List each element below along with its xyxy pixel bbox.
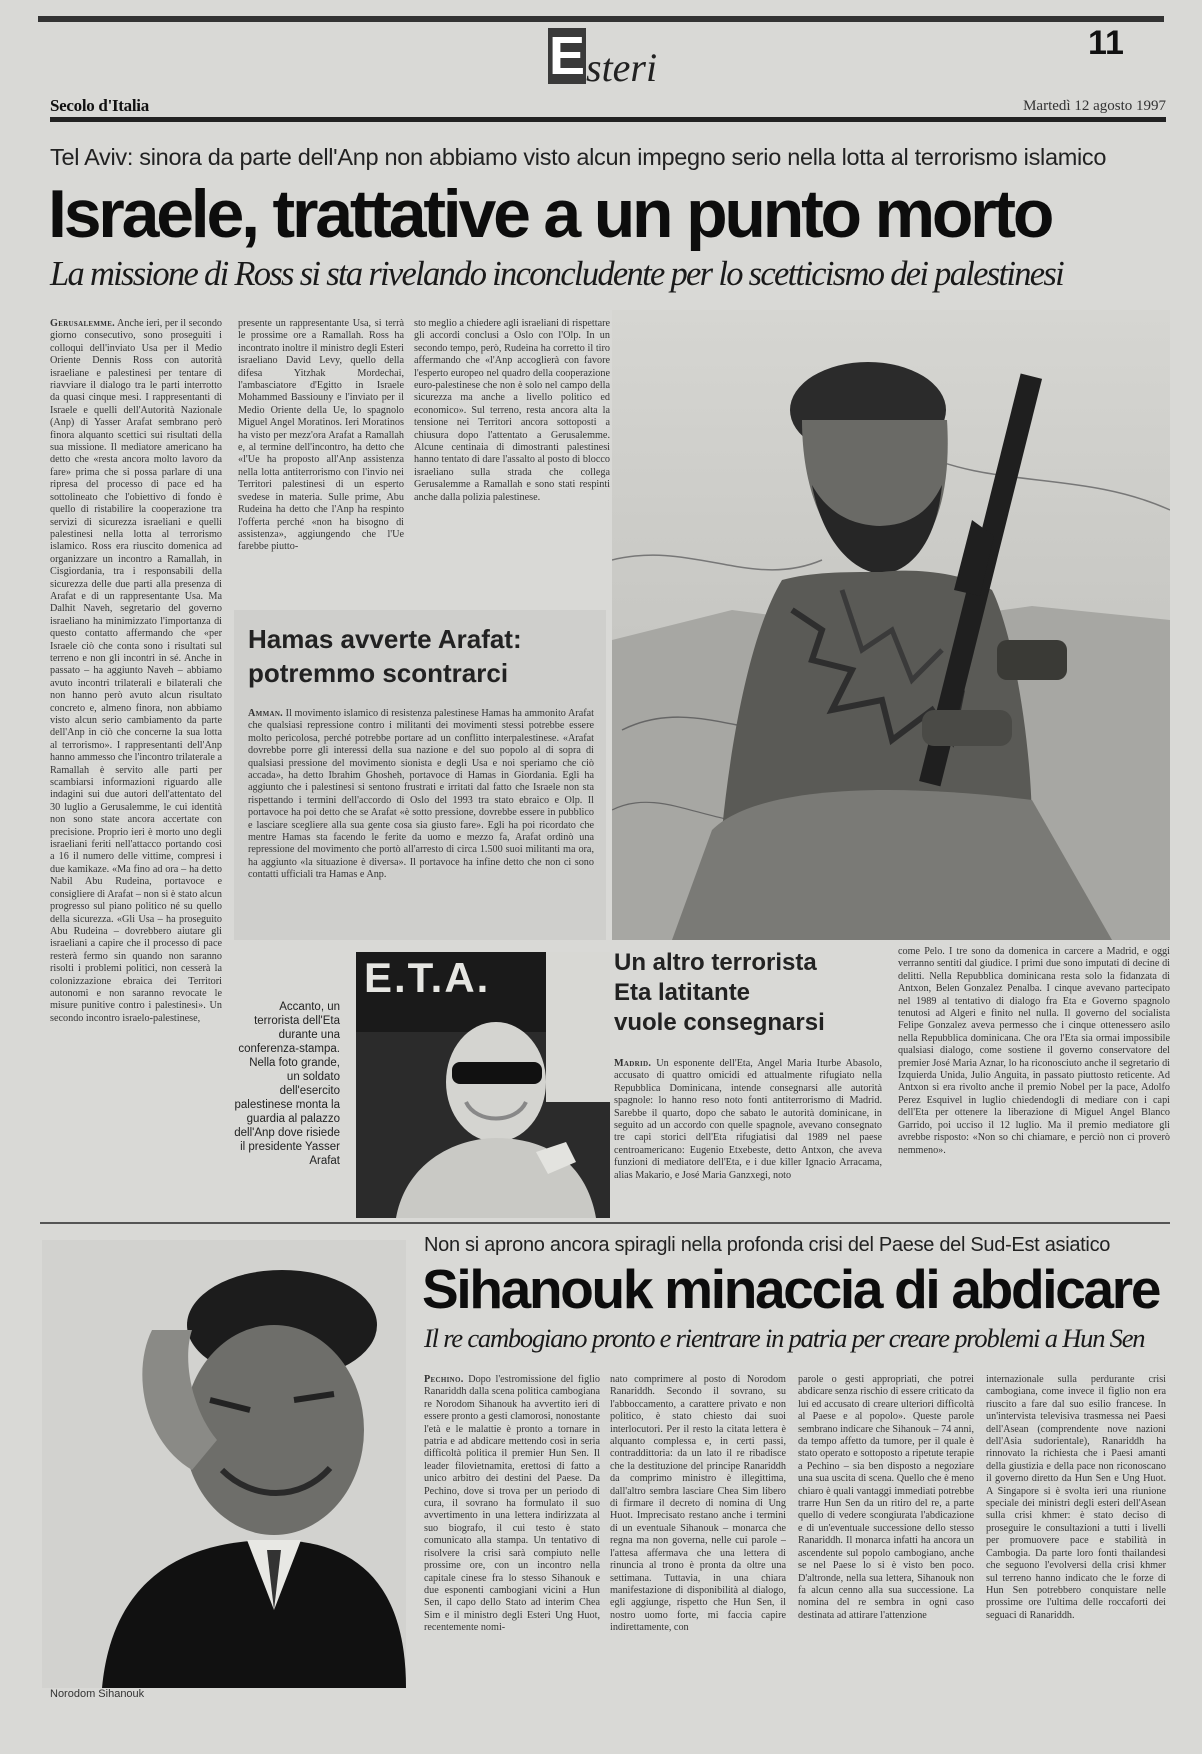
article2-kicker: Non si aprono ancora spiragli nella profonda crisi del Paese del Sud-Est asiatico: [424, 1234, 1111, 1256]
article2-column-3: [798, 1374, 974, 1706]
section-name: steri: [586, 45, 658, 90]
eta-banner-text: E.T.A.: [364, 954, 491, 1001]
soldier-photo-graphic: [612, 310, 1170, 940]
eta-photo-caption: Accanto, un terrorista dell'Eta durante una conferenza-stampa. Nella foto grande, un soldato dell'esercito palestinese monta la guardia al palazzo dell'Anp dove risiede il presidente Yasser Arafat: [234, 1001, 340, 1167]
sihanouk-photo: [42, 1240, 406, 1688]
article2-col4-text: internazionale sulla perdurante crisi cambogiana, come invece il figlio non era riuscito a fare dal suo esilio francese. In un'intervista televisiva trasmessa nei Paesi dell'Asean (comprendente nove nazioni dell'Asia sudorientale), Ranariddh ha rinnovato la richiesta che i Paesi amanti della giustizia e della pace non riconoscano il governo diretto da Hun Sen e Ung Huot. A Singapore si è svolta ieri una riunione speciale dei ministri degli esteri dell'Asean sulla crisi khmer: è stato deciso di proseguire le consultazioni a tutti i livelli per promuovere pace e stabilità in Cambogia. Da parte loro fonti thailandesi che seguono l'evolversi della crisi khmer sul terreno hanno indicato che le forze di Hun Sen potrebbero conquistare nelle prossime ore l'ultima delle roccaforti dei seguaci di Ranariddh.: [986, 1374, 1166, 1621]
article1-headline: Israele, trattative a un punto morto: [48, 176, 1052, 252]
eta-dateline: Madrid.: [614, 1058, 652, 1069]
hamas-box: [234, 610, 606, 940]
publication-name: Secolo d'Italia: [50, 96, 149, 115]
article2-column-1: [424, 1374, 600, 1706]
article1-column-1: [50, 318, 222, 1208]
article1-kicker: Tel Aviv: sinora da parte dell'Anp non abbiamo visto alcun impegno serio nella lotta al terrorismo islamico: [50, 144, 1107, 170]
article2-column-2: [610, 1374, 786, 1706]
hamas-dateline: Amman.: [248, 708, 284, 719]
soldier-photo: [612, 310, 1170, 940]
eta-column-2: [898, 946, 1170, 1206]
article1-subhead: La missione di Ross si sta rivelando inconcludente per lo scetticismo dei palestinesi: [50, 255, 1064, 293]
article1-col2-text: presente un rappresentante Usa, si terrà le prossime ore a Ramallah. Ross ha incontrato inoltre il ministro degli Esteri israeliano David Levy, quello della difesa Yitzhak Mordechai, l'ambasciatore d'Egitto in Israele Mohammed Bassiouny e l'inviato per il Medio Oriente della Ue, lo spagnolo Miguel Angel Moratinos. Ieri Moratinos ha visto per mezz'ora Arafat a Ramallah e, al termine dell'incontro, ha detto che «l'Ue ha proposto all'Anp assistenza nella lotta antiterrorismo con l'invio nei Territori palestinesi di un esperto svedese in materia. Sulle prime, Abu Rudeina ha detto che l'Anp ha respinto l'offerta perché «non ha bisogno di assistenza», aggiungendo che l'Ue farebbe piutto-: [238, 318, 404, 553]
eta-headline-line2: Eta latitante: [614, 979, 751, 1006]
eta-headline-line1: Un altro terrorista: [614, 949, 817, 976]
eta-col1-text: Un esponente dell'Eta, Angel Maria Iturbe Abasolo, accusato di quattro omicidi ed attualmente rifugiato nella Repubblica Dominicana, intende consegnarsi alle autorità spagnole: lo hanno reso noto fonti antiterrorismo di Madrid. Sarebbe il quarto, dopo che sabato le autorità dominicane, in seguito ad un accordo con quelle spagnole, avevano consegnato tre capi storici dell'Eta rifugiatisi dal 1989 nel paese centroamericano: Eugenio Etxebeste, detto Antxon, che aveva funzioni di mediatore dell'Eta, e i due killer Ignacio Arracama, alias Makario, e José Maria Ganzxegi, noto: [614, 1058, 882, 1181]
hamas-body-text: Il movimento islamico di resistenza palestinese Hamas ha ammonito Arafat che qualsiasi repressione contro i militanti dei movimenti stessi potrebbe essere molto pericolosa, perché potrebbe portare ad un conflitto interpalestinese. «Arafat dovrebbe porre gli interessi della sua nazione e del suo popolo al di sopra di qualsiasi pressione del movimento sionista e degli Usa e noi speriamo che ciò accada», ha detto Ibrahim Ghosheh, portavoce di Hamas in Giordania. Egli ha aggiunto che i palestinesi si sentono frustrati e irritati dal fatto che Israele non sta rispettando i termini dell'accordo di Oslo del 1993 tra stato ebraico e Olp. Il portavoce ha poi detto che se Arafat «è sotto pressione, dovrebbe essere in pubblico e lasciare scegliere alla sua gente cosa sia giusto fare». Egli ha poi ricordato che mentre Hamas sta facendo le ferite da uomo e mezzo fa, Arafat ordinò una repressione del movimento che portò all'arresto di circa 1.500 suoi militanti ma ora, ha aggiunto «la situazione è diversa». Il portavoce ha infine detto che non ci sono contatti ufficiali tra Hamas e Anp.: [248, 708, 594, 881]
article1-dateline: Gerusalemme.: [50, 318, 116, 329]
section-divider: [40, 1222, 1170, 1224]
masthead-rule: [50, 117, 1166, 122]
eta-headline-line3: vuole consegnarsi: [614, 1009, 825, 1036]
hamas-body: [248, 708, 594, 930]
hamas-headline-line2: potremmo scontrarci: [248, 658, 509, 688]
article1-column-3: [414, 318, 610, 583]
article1-col3-text: sto meglio a chiedere agli israeliani di rispettare gli accordi conclusi a Oslo con l'Olp. In un secondo tempo, però, Rudeina ha corretto il tiro affermando che «l'Anp accoglierà con favore l'esperto europeo nel quadro della cooperazione euro-palestinese che non è solo nel campo della sicurezza ma anche a livello politico ed economico». Sul terreno, resta ancora alta la tensione nei Territori ancora sottoposti a chiusura dopo l'attentato a Gerusalemme. Alcune centinaia di dimostranti palestinesi hanno tentato di dare l'assalto al posto di blocco israeliano sulla strada che collega Gerusalemme a Ramallah e sono stati respinti anche dalla polizia palestinese.: [414, 318, 610, 503]
article1-col1-text: Anche ieri, per il secondo giorno consecutivo, sono proseguiti i colloqui dell'inviato Usa per il Medio Oriente Dennis Ross con autorità israeliane e palestinesi per tentare di riavviare il dialogo tra le parti interrotto da quasi cinque mesi. I rappresentanti di Israele e quelli dell'Autorità Nazionale (Anp) di Yasser Arafat sembrano però finora alquanto scettici sui risultati della sua missione. Il mediatore americano ha detto che «resta ancora molto lavoro da fare» prima che si possa parlare di una ripresa del processo di pace ed ha sottolineato che l'obiettivo di fondo è quello di ristabilire la cooperazione tra servizi di sicurezza israeliani e quelli palestinesi nella lotta al terrorismo islamico. Ross era riuscito domenica ad organizzare un incontro a Ramallah, in Cisgiordania, tra i responsabili della sicurezza delle due parti alla presenza di Arafat e di un rappresentante Usa. Ma Dalhit Naveh, segretario del governo israeliano ha minimizzato l'importanza di questo contatto affermando che «per Israele ciò che conta sono i risultati sul terreno e non gli incontri in sé. Anche in passato – ha aggiunto Naveh – abbiamo avuto incontri trilaterali e bilaterali che non hanno però avuto alcun risultato concreto e, almeno finora, non abbiamo visto alcun serio cambiamento da parte dell'Anp in ciò che concerne la sua lotta al terrorismo». I rappresentanti dell'Anp hanno ammesso che l'incontro trilaterale a Ramallah è servito alle parti per scambiarsi informazioni riguardo alle indagini sui due autori dell'attentato del 30 luglio a Gerusalemme, le cui identità non sono state ancora accertate con precisione. Proprio ieri è morto uno degli israeliani feriti nell'attacco portando così a 16 il numero delle vittime, compresi i due kamikaze. «Ma fino ad ora – ha detto Nabil Abu Rudeina, portavoce e consigliere di Arafat – non si è stato alcun progresso sul piano politico né su quello della sicurezza. «Gli Usa – ha proseguito Abu Rudeina – dovrebbero aiutare gli israeliani a capire che il processo di pace resterà fermo sin quando non saranno risolti i problemi politici, non cesserà la colonizzazione ebraica dei Territori autonomi e non saranno revocate le misure punitive contro i palestinesi». Un secondo incontro israelo-palestinese,: [50, 318, 222, 1024]
eta-column-1: [614, 1058, 882, 1206]
section-title: [548, 28, 848, 92]
article2-subhead: Il re cambogiano pronto e rientrare in patria per creare problemi a Hun Sen: [424, 1323, 1145, 1353]
section-initial: E: [548, 26, 586, 86]
issue-date: Martedì 12 agosto 1997: [1023, 98, 1166, 114]
page-number: 11: [1088, 24, 1124, 62]
top-rule: [38, 16, 1164, 22]
eta-photo: [356, 952, 610, 1218]
sihanouk-photo-graphic: [42, 1240, 406, 1688]
sihanouk-photo-caption: Norodom Sihanouk: [50, 1688, 145, 1700]
article2-col3-text: parole o gesti appropriati, che potrei abdicare senza rischio di essere criticato da lui ed accusato di creare ulteriori difficoltà al Paese e al popolo». Queste parole sembrano indicare che Sihanouk – 74 anni, da tempo affetto da tumore, per il quale è stato operato e sottoposto a ripetute terapie a Pechino – sia ben disposto a negoziare una sua uscita di scena. Quello che è meno chiaro è quali vantaggi immediati potrebbe trarre Hun Sen da un ritiro del re, a parte quello di vedere scongiurata l'abdicazione e di un'eventuale successione dello stesso Ranariddh. Il monarca infatti ha ancora un ascendente sul popolo cambogiano, anche se nel Paese lo si è visto ben poco. D'altronde, nella sua lettera, Sihanouk non fa alcun cenno alla sua successione. La nomina del re sembra in ogni caso destinata ad attirare l'attenzione: [798, 1374, 974, 1621]
article2-col1-text: Dopo l'estromissione del figlio Ranariddh dalla scena politica cambogiana re Norodom Sihanouk ha avvertito ieri di essere pronto a gesti clamorosi, nonostante l'età e le malattie è pronto a tornare in patria e ad abdicare mettendo così in seria difficoltà politica il premier Hun Sen. Il leader filovietnamita, erettosi di fatto a unico arbitro dei destini del Paese. Da Pechino, dove si trova per un periodo di cura, il sovrano ha formulato il suo avvertimento in una lettera indirizzata al suo biografo, il cui testo è stato comunicato alla stampa. Un tentativo di risolvere la crisi sarà compiuto nelle prossime ore, con un incontro nella capitale cinese fra lo stesso Sihanouk e due esponenti cambogiani vicini a Hun Sen, il capo dello Stato ad interim Chea Sim e il ministro degli Esteri Ung Huot, recentemente nomi-: [424, 1374, 600, 1634]
article2-dateline: Pechino.: [424, 1374, 464, 1385]
article2-column-4: [986, 1374, 1166, 1706]
article1-column-2: [238, 318, 404, 583]
article2-col2-text: nato comprimere al posto di Norodom Ranariddh. Secondo il sovrano, su l'abboccamento, a carattere privato e non politico, è stato chiesto dai suoi interlocutori. Per il resto la citata lettera è alquanto complessa e, in certi passi, contraddittoria: da un lato il re ribadisce che la destituzione del principe Ranariddh da comprimo ministro è illegittima, dall'altro sembra lasciare Chea Sim libero di firmare il decreto di nomina di Ung Huot. Imprecisato restano anche i termini di un eventuale Sihanouk – monarca che regna ma non governa, nelle cui parole – l'attesa affermava che una lettera di rinuncia al trono è pronta da oltre una settimana. Tuttavia, in una chiara manifestazione di disponibilità al dialogo, egli aggiunge, rispetto che Hun Sen, il nostro uomo forte, mi faccia capire indirettamente, con: [610, 1374, 786, 1634]
hamas-headline-line1: Hamas avverte Arafat:: [248, 624, 522, 654]
article2-headline: Sihanouk minaccia di abdicare: [422, 1258, 1160, 1320]
eta-col2-text: come Pelo. I tre sono da domenica in carcere a Madrid, e oggi verranno sentiti dal giudice. I primi due sono imputati di decine di delitti. Nella Repubblica dominicana resta solo la fidanzata di Antxon, Belen Gonzalez Penalba. I cinque avevano partecipato nel 1989 al tentativo di dialogo fra Eta e Governo spagnolo tenutosi ad Algeri e finito nel nulla. Il governo del socialista Felipe Gonzalez aveva permesso che i cinque ottenessero asilo nella Repubblica dominicana. Che ora l'Eta sia ormai impossibile qualsiasi dialogo, come sostiene il governo conservatore del premier José Maria Aznar, lo ha riconosciuto anche il segretario di Izquierda Unida, Julio Anguita, in passato piuttosto reticente. Ad Antxon si era rivolto anche il premio Nobel per la pace, Adolfo Perez Esquivel in luglio chiedendogli di mediare con i capi dell'Eta per ottenere la liberazione di Miguel Angel Blanco Garrido, poi ucciso il 12 luglio. Ma il premio mediatore gli avrebbe risposto: «Non so chi chiamare, e perciò non ci proverò nemmeno».: [898, 946, 1170, 1156]
